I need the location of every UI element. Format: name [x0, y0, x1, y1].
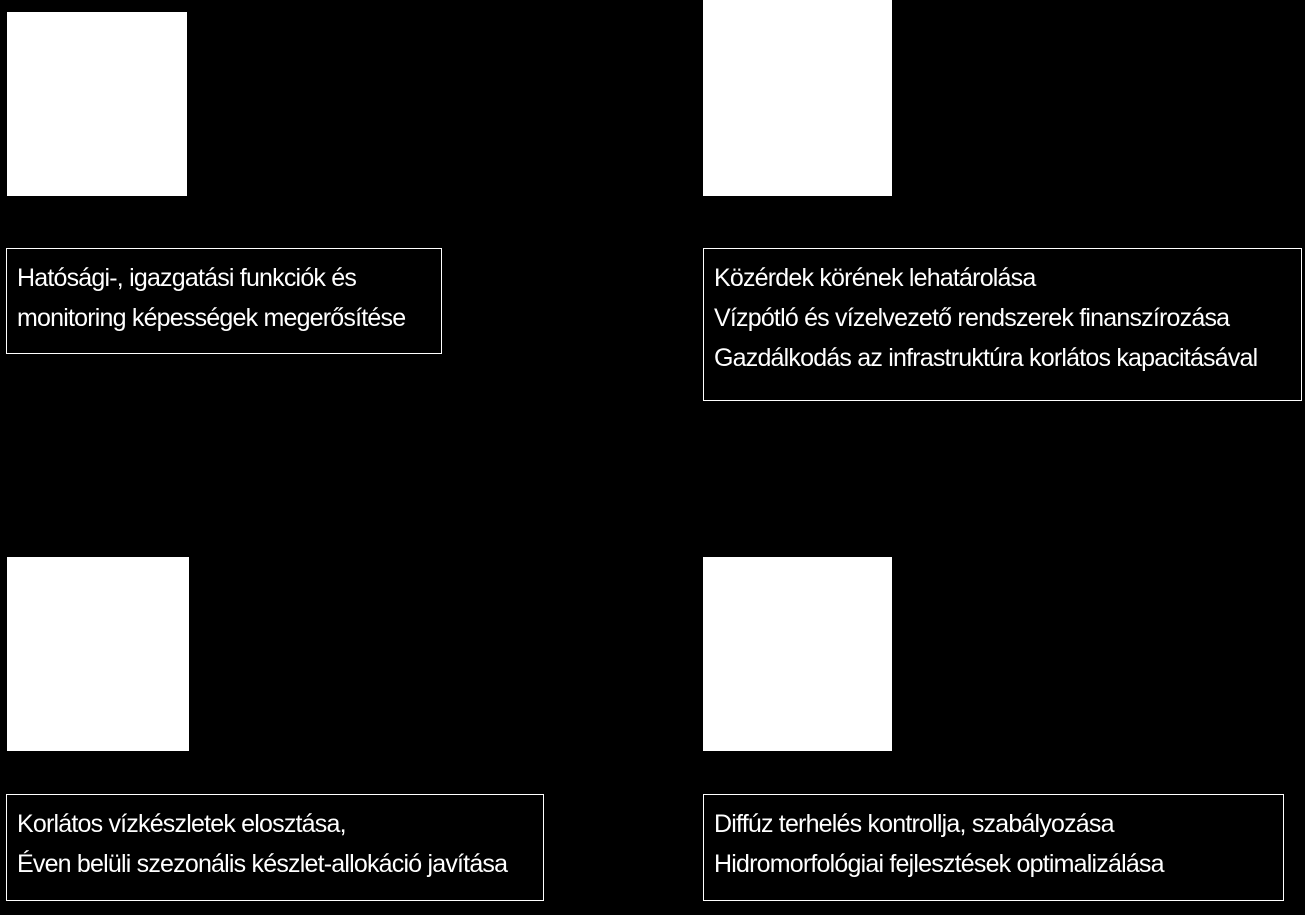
- text-line: Korlátos vízkészletek elosztása,: [17, 810, 346, 838]
- panel-text-bottom-left: [6, 794, 544, 901]
- text-line: Éven belüli szezonális készlet-allokáció javítása: [17, 850, 508, 878]
- text-line: Közérdek körének lehatárolása: [714, 264, 1036, 292]
- panel-image-bottom-left: [7, 557, 189, 751]
- panel-image-bottom-right: [703, 557, 892, 751]
- panel-image-top-right: [703, 0, 892, 196]
- panel-text-bottom-right: [703, 794, 1284, 901]
- panel-image-top-left: [7, 12, 187, 196]
- panel-text-top-left: [6, 248, 442, 354]
- panel-text-top-right: [703, 248, 1302, 401]
- text-line: Vízpótló és vízelvezető rendszerek finanszírozása: [714, 304, 1230, 332]
- text-line: Hidromorfológiai fejlesztések optimalizálása: [714, 850, 1164, 878]
- text-line: monitoring képességek megerősítése: [17, 304, 406, 332]
- text-line: Hatósági-, igazgatási funkciók és: [17, 264, 357, 292]
- text-line: Gazdálkodás az infrastruktúra korlátos kapacitásával: [714, 344, 1258, 372]
- text-line: Diffúz terhelés kontrollja, szabályozása: [714, 810, 1114, 838]
